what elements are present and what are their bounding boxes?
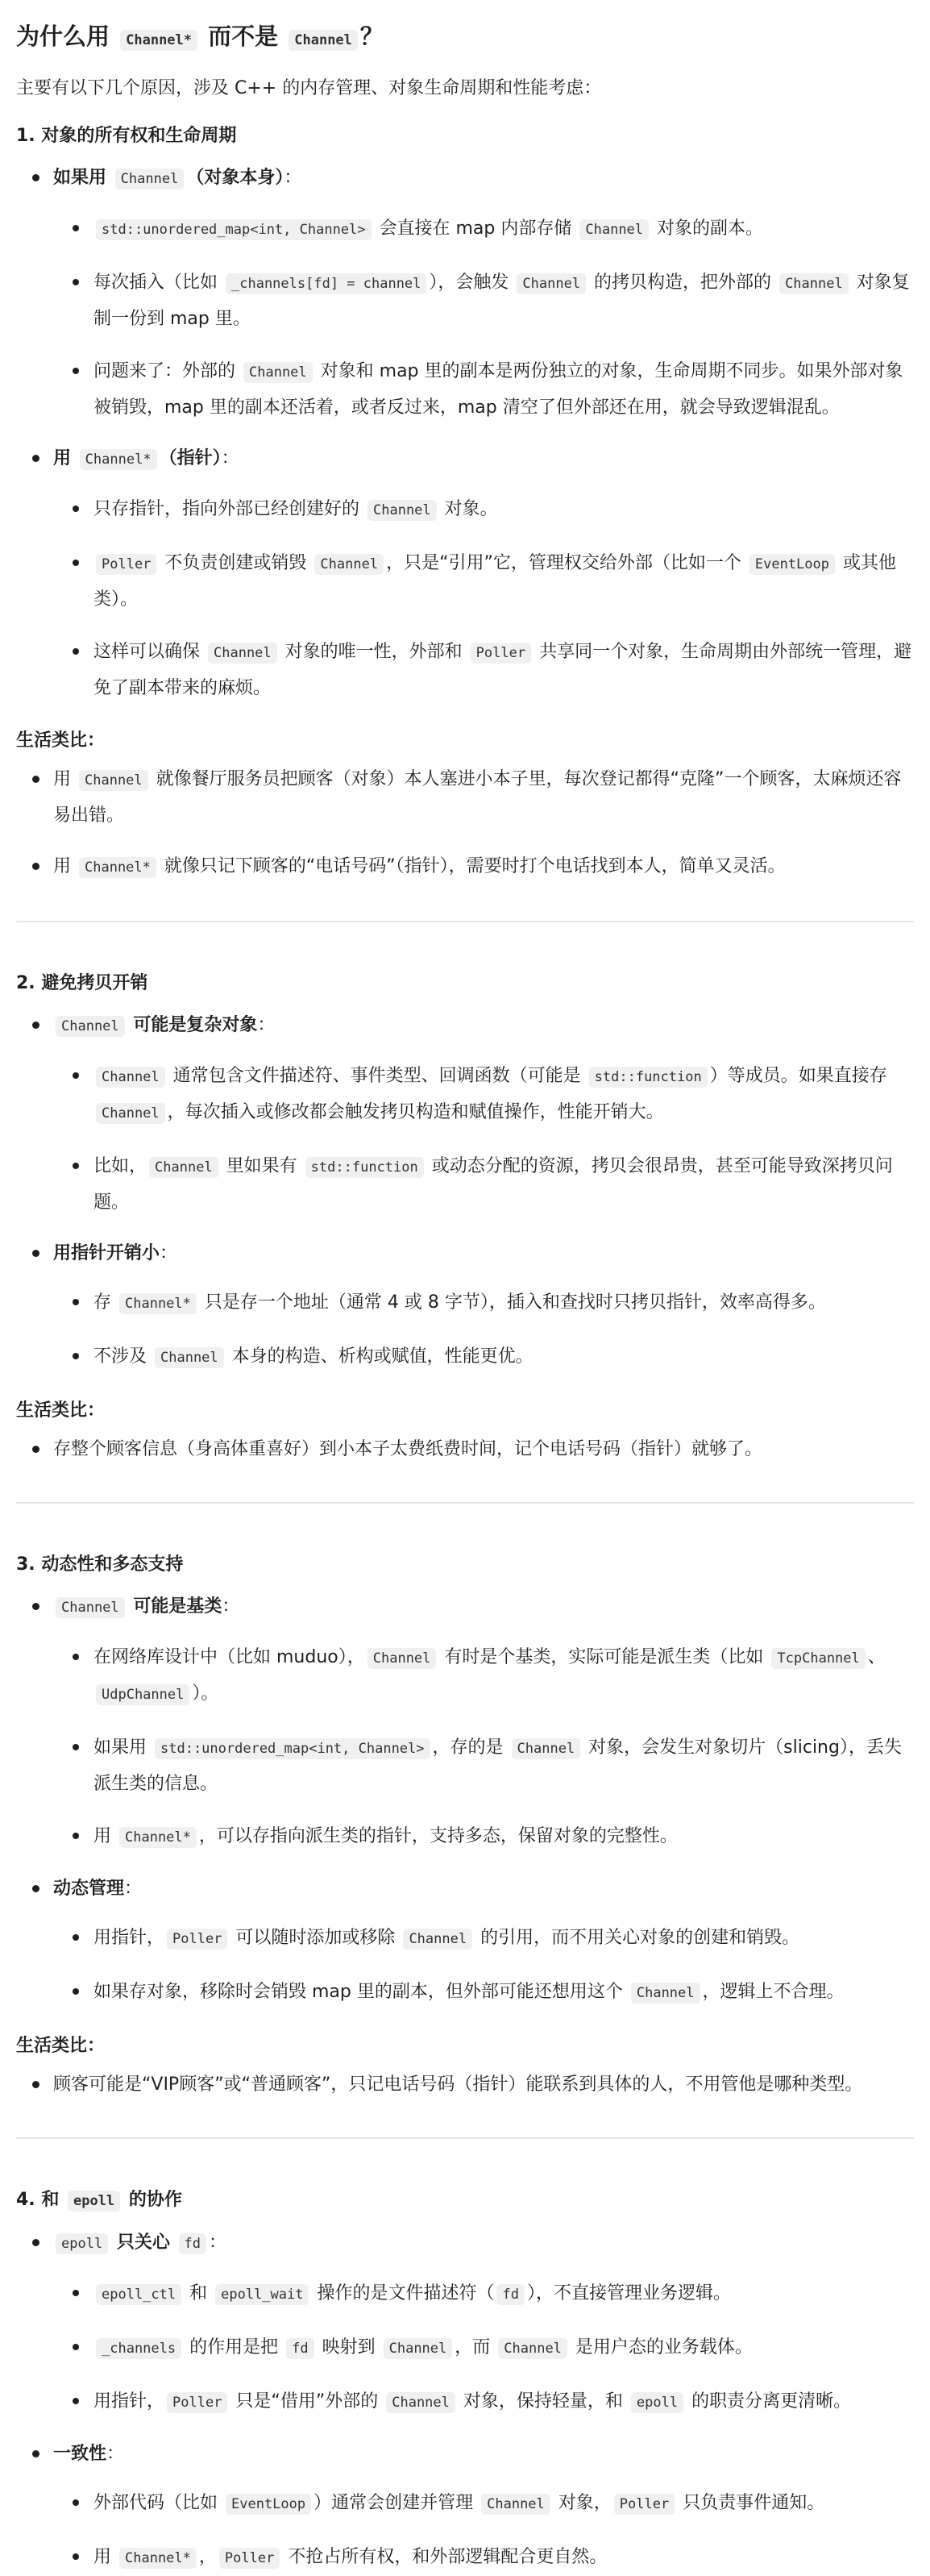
text-run: 的协作 <box>122 2190 182 2210</box>
inline-code: _channels <box>96 2338 181 2359</box>
text-run: 不抢占所有权，和外部逻辑配合更自然。 <box>282 2547 608 2567</box>
subpoint-item <box>53 2384 914 2420</box>
text-run: ， <box>198 2547 217 2567</box>
text-run: 的引用，而不用关心对象的创建和销毁。 <box>475 1928 800 1948</box>
analogy-list <box>16 1432 914 1467</box>
text-run: 用 <box>93 2547 117 2567</box>
point-lead <box>53 1015 257 1035</box>
text-run: 动态管理 <box>53 1879 125 1899</box>
text-run: 1. 对象的所有权和生命周期 <box>16 126 237 146</box>
text-run: 操作的是文件描述符（ <box>311 2283 495 2303</box>
subpoint-list <box>53 2276 914 2420</box>
text-run: 比如， <box>93 1156 147 1176</box>
inline-code: Poller <box>471 643 531 664</box>
point-item <box>16 441 914 705</box>
subpoint-list <box>53 492 914 705</box>
inline-code: Channel <box>79 770 148 791</box>
text-run: 共享同一个对象，生命周期由外部统一管理，避免了副本带来的麻烦。 <box>93 642 912 698</box>
text-run: 的职责分离更清晰。 <box>686 2391 852 2412</box>
subpoint-item <box>53 1975 914 2011</box>
analogy-label: 生活类比 <box>16 2036 88 2056</box>
subpoint-item <box>53 1059 914 1131</box>
subpoint-item <box>53 1730 914 1801</box>
inline-code: epoll_ctl <box>96 2284 181 2305</box>
inline-code: Channel <box>779 273 849 294</box>
inline-code: TcpChannel <box>771 1648 865 1669</box>
point-colon: ： <box>160 1243 178 1263</box>
point-list <box>16 1589 914 2011</box>
subpoint-item <box>53 265 914 336</box>
text-run: 对象。 <box>438 499 498 519</box>
point-lead <box>53 168 284 188</box>
inline-code: Channel* <box>79 857 156 878</box>
analogy-item <box>16 2067 914 2102</box>
point-lead <box>53 448 222 468</box>
inline-code: Channel <box>96 1103 165 1124</box>
text-run: ）。 <box>192 1683 219 1704</box>
text-run: 2. 避免拷贝开销 <box>16 973 148 993</box>
point-list <box>16 160 914 705</box>
text-run: 会直接在 map 内部存储 <box>373 218 578 239</box>
text-run: 里如果有 <box>220 1156 303 1176</box>
text-run: 对象复制一份到 map 里。 <box>93 273 910 329</box>
text-run: 对象的副本。 <box>651 218 764 239</box>
inline-code: Channel <box>149 1157 218 1178</box>
text-run: 问题来了：外部的 <box>93 361 241 381</box>
inline-code: Channel <box>208 643 277 664</box>
sections-container <box>16 123 914 2576</box>
text-run: 通常包含文件描述符、事件类型、回调函数（可能是 <box>167 1066 587 1086</box>
inline-code: EventLoop <box>226 2494 311 2515</box>
text-run: 有时是个基类，实际可能是派生类（比如 <box>438 1647 770 1667</box>
inline-code: epoll <box>631 2392 683 2413</box>
text-run: 和 <box>184 2283 214 2303</box>
inline-code: Channel <box>517 273 586 294</box>
text-run: 存 <box>93 1292 117 1313</box>
point-colon: ： <box>284 168 302 188</box>
point-lead <box>53 1243 160 1263</box>
inline-code: Channel <box>243 362 313 383</box>
text-run: ，可以存指向派生类的指针，支持多态，保留对象的完整性。 <box>198 1826 678 1846</box>
text-run: 的作用是把 <box>184 2337 284 2358</box>
inline-code: Poller <box>167 2392 227 2413</box>
text-run: 只负责事件通知。 <box>677 2493 825 2513</box>
text-run: （对象本身） <box>186 168 284 188</box>
subpoint-list <box>53 1640 914 1855</box>
section-heading <box>16 1552 914 1578</box>
section-2 <box>16 971 914 1467</box>
point-colon: ： <box>221 448 239 468</box>
subpoint-item <box>53 1339 914 1375</box>
text-run: 对象，会发生对象切片（slicing），丢失派生类的信息。 <box>93 1737 902 1794</box>
text-run: 4. 和 <box>16 2190 65 2210</box>
inline-code: Channel <box>481 2494 550 2515</box>
text-run: 或动态分配的资源，拷贝会很昂贵，甚至可能导致深拷贝问题。 <box>93 1156 893 1213</box>
inline-code: Channel <box>512 1738 581 1759</box>
analogy-heading: 生活类比： <box>16 2036 106 2056</box>
text-run: 如果用 <box>93 1737 152 1758</box>
text-run: 映射到 <box>316 2337 381 2358</box>
section-divider <box>16 1502 914 1504</box>
subpoint-list <box>53 1921 914 2011</box>
text-run: 用 <box>53 448 77 468</box>
inline-code: epoll <box>68 2191 120 2212</box>
text-run: 存整个顾客信息（身高体重喜好）到小本子太费纸费时间，记个电话号码（指针）就够了。 <box>53 1439 763 1459</box>
inline-code: std::unordered_map<int, Channel> <box>155 1738 430 1759</box>
text-run: 用 <box>53 856 77 876</box>
subpoint-item <box>53 1640 914 1712</box>
page-title <box>16 21 914 56</box>
inline-code: Channel <box>115 169 185 189</box>
inline-code: Channel <box>367 500 437 521</box>
text-run: 就像只记下顾客的“电话号码”（指针），需要时打个电话找到本人，简单又灵活。 <box>158 856 786 876</box>
text-run: 外部代码（比如 <box>93 2493 223 2513</box>
text-run: 、 <box>867 1647 886 1667</box>
text-run: （指针） <box>159 448 222 468</box>
inline-code: Channel* <box>119 2548 197 2569</box>
subpoint-item <box>53 2330 914 2366</box>
point-list <box>16 1008 914 1375</box>
point-item <box>16 1008 914 1220</box>
point-item <box>16 1236 914 1375</box>
text-run: ），会触发 <box>429 273 515 293</box>
subpoint-item <box>53 2276 914 2312</box>
text-run: 如果存对象，移除时会销毁 map 里的副本，但外部可能还想用这个 <box>93 1982 629 2002</box>
section-heading <box>16 971 914 997</box>
subpoint-item <box>53 1819 914 1855</box>
point-lead <box>53 2233 209 2253</box>
section-divider <box>16 921 914 922</box>
text-run: 是用户态的业务载体。 <box>569 2337 753 2358</box>
analogy-heading: 生活类比： <box>16 1400 106 1421</box>
text-run: 对象，保持轻量，和 <box>457 2391 629 2412</box>
section-heading <box>16 123 914 149</box>
subpoint-item <box>53 492 914 528</box>
inline-code: Channel <box>314 554 384 575</box>
point-item <box>16 2437 914 2576</box>
inline-code: Channel <box>631 1983 700 2004</box>
point-colon: ： <box>209 2233 227 2253</box>
inline-code: fd <box>179 2233 206 2254</box>
text-run: 只是“借用”外部的 <box>230 2391 384 2412</box>
inline-code: Channel <box>579 219 649 240</box>
subpoint-item <box>53 354 914 425</box>
text-run: 如果用 <box>53 168 113 188</box>
inline-code: _channels[fd] = channel <box>226 273 426 294</box>
subpoint-item <box>53 546 914 617</box>
inline-code: EventLoop <box>749 554 835 575</box>
text-run: ），不直接管理业务逻辑。 <box>526 2283 731 2303</box>
text-run: 一致性 <box>53 2444 107 2464</box>
inline-code: Channel* <box>80 449 157 470</box>
subpoint-item <box>53 211 914 248</box>
text-run: 用 <box>53 769 77 789</box>
text-run: 只存指针，指向外部已经创建好的 <box>93 499 365 519</box>
text-run: ，逻辑上不合理。 <box>702 1982 845 2002</box>
inline-code: Channel <box>367 1648 437 1669</box>
analogy-label: 生活类比 <box>16 1400 88 1421</box>
text-run: 在网络库设计中（比如 muduo）， <box>93 1647 365 1667</box>
text-run: ，只是“引用”它，管理权交给外部（比如一个 <box>386 553 747 573</box>
subpoint-item <box>53 1285 914 1321</box>
title-code: Channel <box>289 30 358 51</box>
text-run: 只是存一个地址（通常 4 或 8 字节），插入和查找时只拷贝指针，效率高得多。 <box>198 1292 826 1313</box>
text-run: ，每次插入或修改都会触发拷贝构造和赋值操作，性能开销大。 <box>167 1102 664 1122</box>
point-item <box>16 2225 914 2420</box>
title-text: 为什么用 <box>16 23 110 50</box>
inline-code: Channel* <box>119 1293 197 1314</box>
inline-code: Channel <box>498 2338 567 2359</box>
inline-code: Channel <box>96 1067 165 1088</box>
subpoint-item <box>53 2486 914 2522</box>
text-run: 3. 动态性和多态支持 <box>16 1554 184 1575</box>
text-run: 用 <box>93 1826 117 1846</box>
section-heading <box>16 2187 914 2214</box>
text-run: 每次插入（比如 <box>93 273 223 293</box>
inline-code: Channel <box>386 2392 455 2413</box>
subpoint-list <box>53 211 914 425</box>
analogy-heading: 生活类比： <box>16 730 106 751</box>
title-text: 而不是 <box>208 23 279 50</box>
subpoint-list <box>53 1285 914 1375</box>
analogy-item <box>16 849 914 885</box>
analogy-list <box>16 2067 914 2102</box>
text-run: 用指针开销小 <box>53 1243 160 1263</box>
point-colon: ： <box>106 2444 125 2464</box>
section-3 <box>16 1552 914 2102</box>
text-run: ）通常会创建并管理 <box>313 2493 480 2513</box>
text-run: ）等成员。如果直接存 <box>709 1066 887 1086</box>
text-run: 本身的构造、析构或赋值，性能更优。 <box>226 1346 534 1367</box>
analogy-item <box>16 762 914 833</box>
inline-code: Channel <box>384 2338 453 2359</box>
text-run: 用指针， <box>93 1928 165 1948</box>
point-colon: ： <box>222 1596 240 1617</box>
text-run: 用指针， <box>93 2391 165 2412</box>
inline-code: fd <box>286 2338 313 2359</box>
inline-code: UdpChannel <box>96 1684 189 1705</box>
text-run: ，存的是 <box>432 1737 509 1758</box>
analogy-item <box>16 1432 914 1467</box>
point-colon: ： <box>124 1879 143 1899</box>
subpoint-item <box>53 1921 914 1957</box>
inline-code: epoll <box>56 2233 108 2254</box>
point-lead <box>53 1879 124 1899</box>
point-item <box>16 160 914 425</box>
text-run: 的拷贝构造，把外部的 <box>588 273 778 293</box>
analogy-list <box>16 762 914 885</box>
point-colon: ： <box>257 1015 276 1035</box>
inline-code: Channel <box>56 1016 125 1037</box>
text-run: 对象， <box>552 2493 612 2513</box>
subpoint-item <box>53 635 914 705</box>
inline-code: Channel <box>155 1347 224 1368</box>
point-item <box>16 1871 914 2011</box>
text-run: 这样可以确保 <box>93 642 206 662</box>
text-run: 就像餐厅服务员把顾客（对象）本人塞进小本子里，每次登记都得“克隆”一个顾客，太麻烦还容易出错。 <box>53 769 902 826</box>
section-1 <box>16 123 914 885</box>
inline-code: std::function <box>589 1067 708 1088</box>
title-text: ？ <box>359 23 384 50</box>
inline-code: std::function <box>305 1157 424 1178</box>
point-lead <box>53 2444 106 2464</box>
text-run: 可以随时添加或移除 <box>230 1928 401 1948</box>
text-run: 可能是复杂对象 <box>127 1015 258 1035</box>
text-run: 对象和 map 里的副本是两份独立的对象，生命周期不同步。如果外部对象被销毁，map 里的副本还活着，或者反过来，map 清空了但外部还在用，就会导致逻辑混乱。 <box>93 361 903 418</box>
section-4 <box>16 2187 914 2576</box>
inline-code: Channel <box>56 1597 125 1618</box>
text-run: 或其他类）。 <box>93 553 896 610</box>
section-divider <box>16 2137 914 2139</box>
subpoint-list <box>53 1059 914 1220</box>
subpoint-item <box>53 1149 914 1220</box>
text-run: 对象的唯一性，外部和 <box>279 642 468 662</box>
point-lead <box>53 1596 222 1617</box>
text-run: 顾客可能是“VIP顾客”或“普通顾客”，只记电话号码（指针）能联系到具体的人，不用管他是哪种类型。 <box>53 2075 863 2095</box>
subpoint-list <box>53 2486 914 2576</box>
inline-code: Poller <box>167 1929 227 1950</box>
text-run: 只关心 <box>110 2233 176 2253</box>
intro-paragraph: 主要有以下几个原因，涉及 C++ 的内存管理、对象生命周期和性能考虑： <box>16 78 602 98</box>
inline-code: std::unordered_map<int, Channel> <box>96 219 372 240</box>
point-item <box>16 1589 914 1855</box>
inline-code: fd <box>496 2284 524 2305</box>
inline-code: epoll_wait <box>215 2284 309 2305</box>
text-run: ，而 <box>455 2337 496 2358</box>
analogy-label: 生活类比 <box>16 730 88 751</box>
inline-code: Poller <box>96 554 156 575</box>
inline-code: Channel <box>403 1929 472 1950</box>
inline-code: Channel* <box>119 1827 197 1848</box>
text-run: 可能是基类 <box>127 1596 222 1617</box>
inline-code: Poller <box>219 2548 280 2569</box>
title-code: Channel* <box>120 30 197 51</box>
text-run: 不涉及 <box>93 1346 152 1367</box>
inline-code: Poller <box>614 2494 675 2515</box>
text-run: 不负责创建或销毁 <box>159 553 313 573</box>
subpoint-item <box>53 2540 914 2576</box>
point-list <box>16 2225 914 2576</box>
